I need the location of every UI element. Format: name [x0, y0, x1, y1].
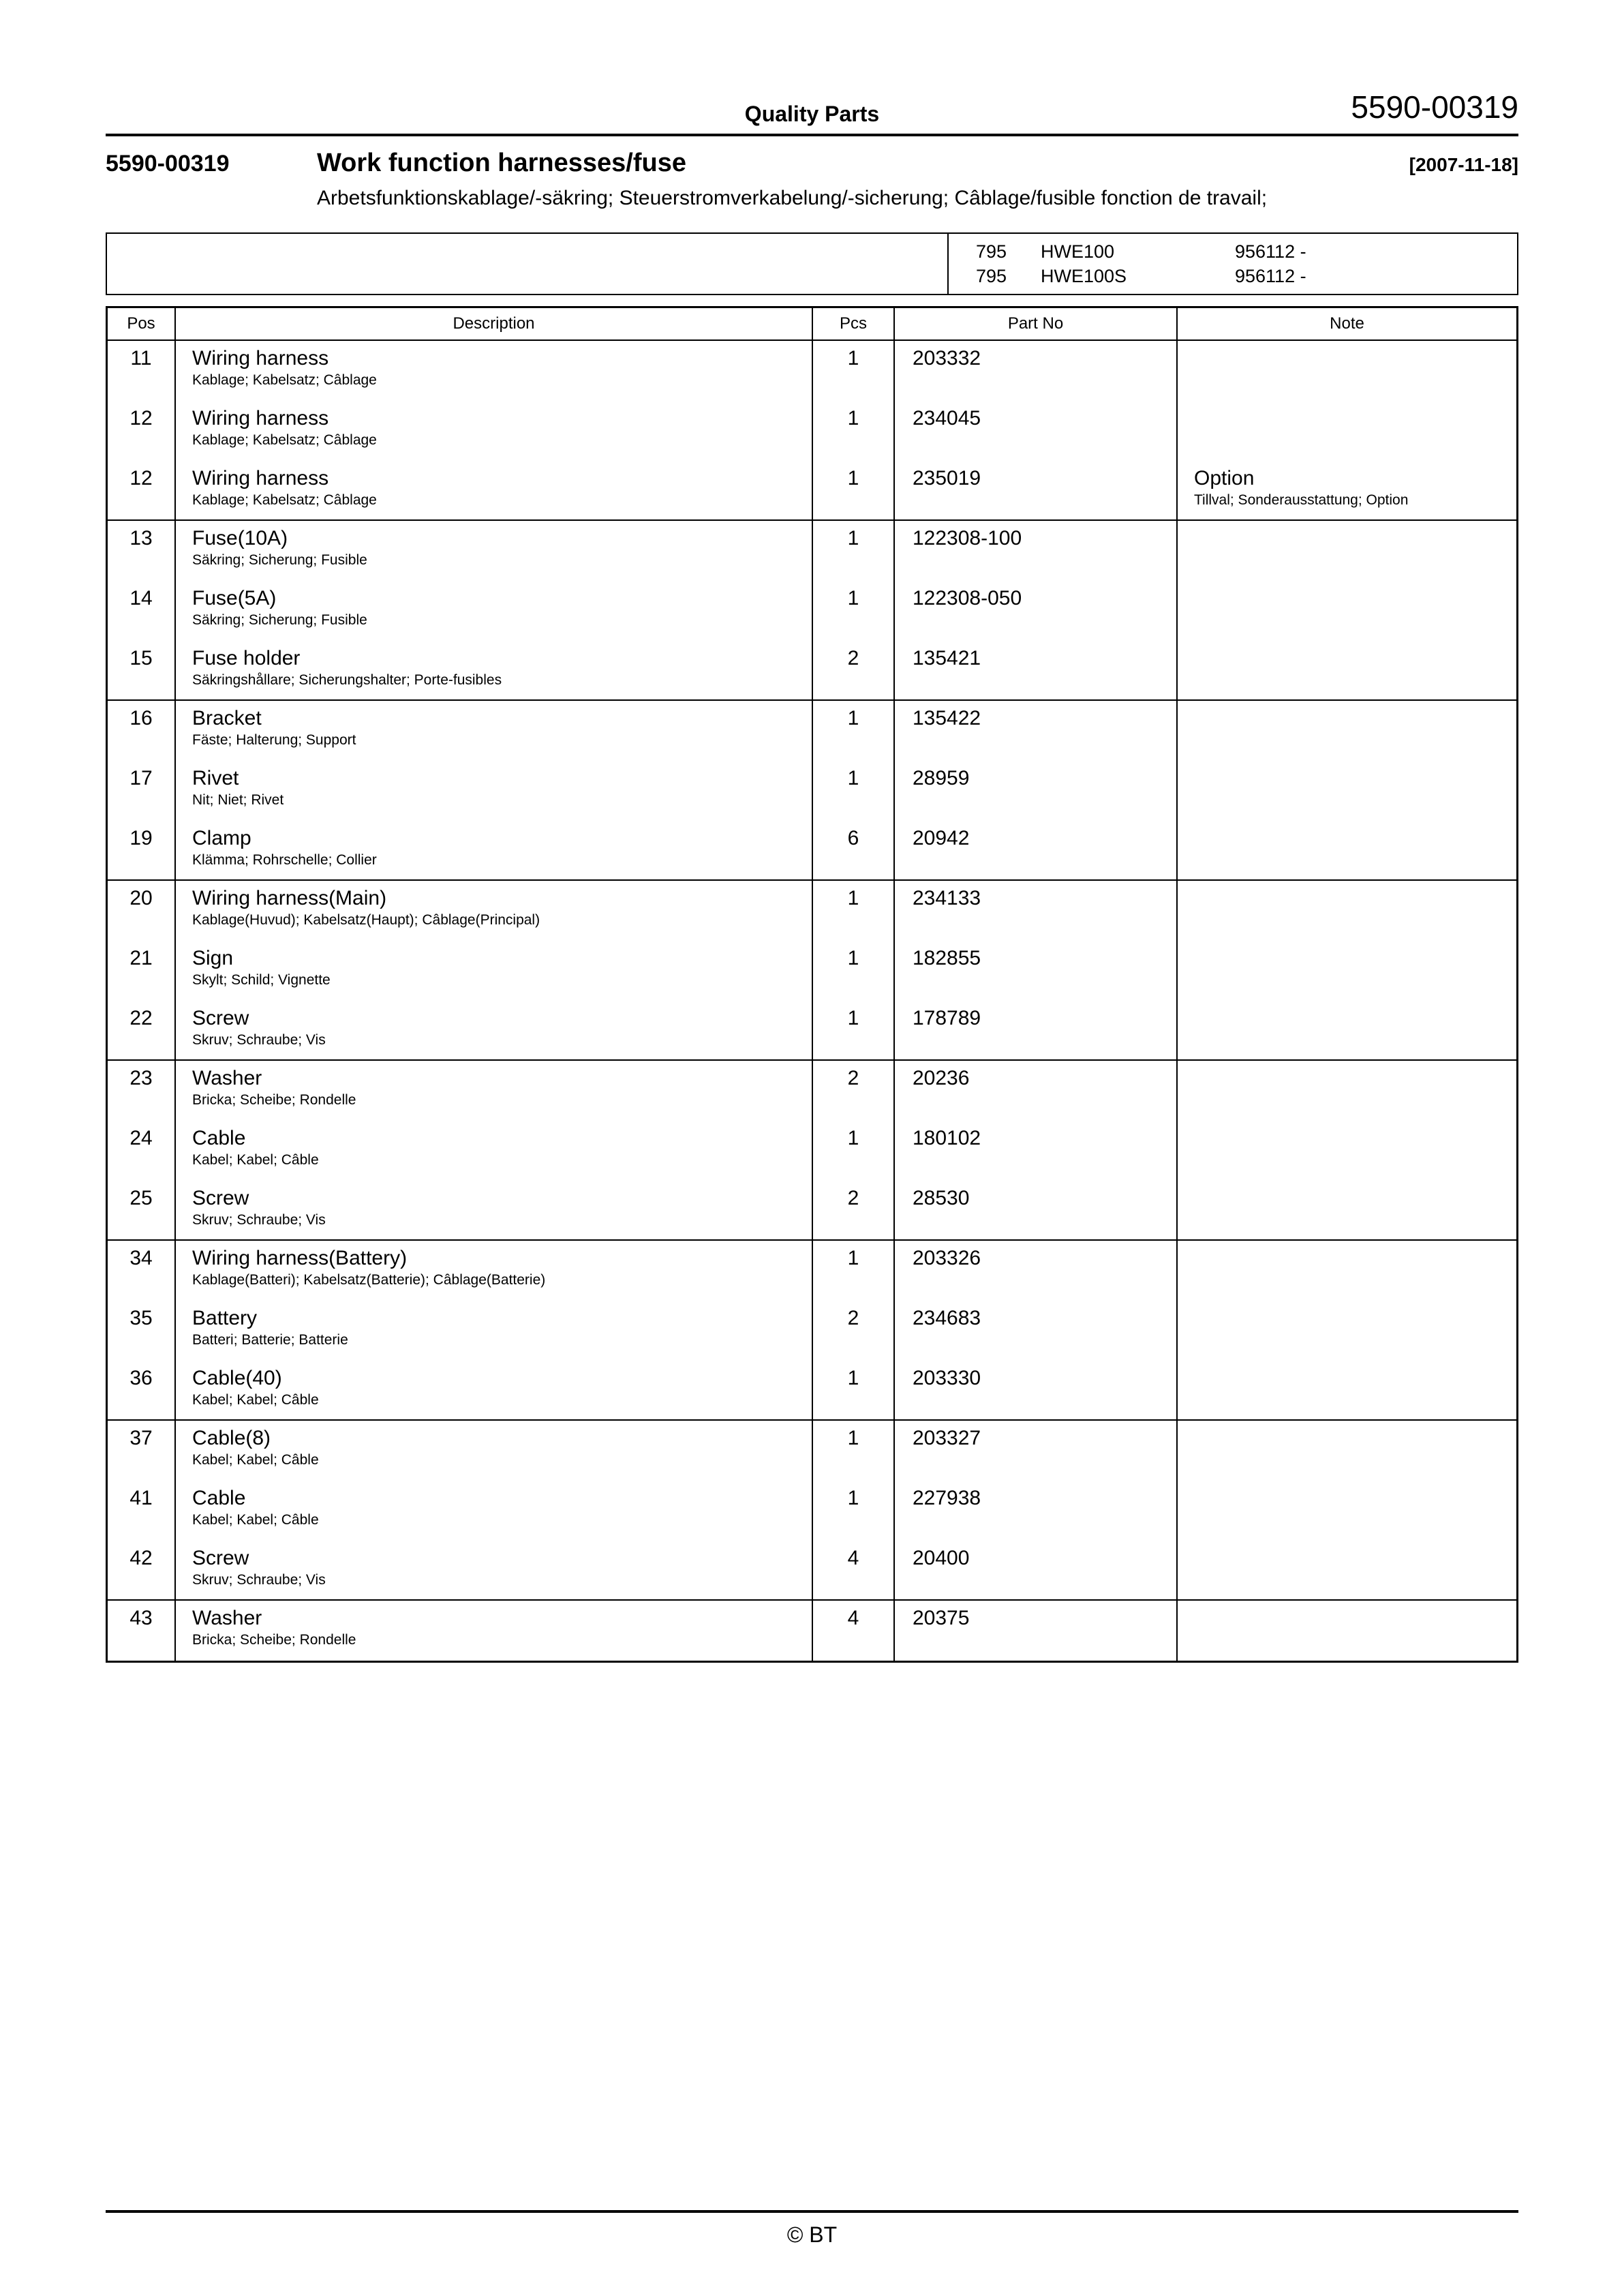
cell-pcs	[813, 1121, 895, 1181]
pos-value: 11	[130, 347, 152, 369]
pos-value: 12	[129, 467, 153, 489]
description-text: Clamp	[192, 827, 251, 849]
note-text: Option	[1194, 467, 1255, 489]
pos-value: 19	[129, 827, 153, 849]
pos-value: 16	[129, 707, 153, 729]
cell-description	[176, 881, 813, 941]
page-footer	[106, 2210, 1518, 2248]
table-row	[108, 581, 1516, 641]
title-row	[106, 149, 1518, 178]
description-translations: Kablage(Batteri); Kabelsatz(Batterie); Câblage(Batterie)	[192, 1272, 546, 1288]
description-text: Wiring harness	[192, 407, 329, 429]
table-row	[108, 641, 1516, 701]
description-text: Fuse(10A)	[192, 527, 288, 549]
pos-value: 43	[129, 1607, 153, 1629]
cell-part-no	[895, 1241, 1178, 1301]
pos-value: 21	[129, 947, 153, 969]
cell-description	[176, 341, 813, 401]
part-no-value: 20375	[913, 1607, 970, 1629]
cell-part-no	[895, 1181, 1178, 1239]
cell-pcs	[813, 701, 895, 761]
cell-description	[176, 761, 813, 821]
cell-note	[1178, 701, 1516, 761]
description-translations: Skruv; Schraube; Vis	[192, 1212, 326, 1228]
pos-value: 25	[129, 1187, 153, 1209]
cell-description	[176, 941, 813, 1001]
pcs-value: 1	[847, 947, 859, 969]
cell-note	[1178, 521, 1516, 581]
part-no-value: 180102	[913, 1127, 981, 1149]
table-row	[108, 701, 1516, 761]
cell-pcs	[813, 1181, 895, 1239]
cell-note	[1178, 1121, 1516, 1181]
cell-pcs	[813, 641, 895, 699]
pcs-value: 2	[847, 1187, 859, 1209]
cell-pos	[108, 581, 176, 641]
copyright: © BT	[786, 2222, 838, 2247]
col-header-note: Note	[1330, 314, 1364, 333]
pcs-value: 1	[847, 1427, 859, 1449]
cell-note	[1178, 1481, 1516, 1541]
cell-note	[1178, 1301, 1516, 1361]
cell-part-no	[895, 1361, 1178, 1419]
cell-pcs	[813, 1421, 895, 1481]
part-no-value: 178789	[913, 1007, 981, 1029]
description-text: Wiring harness(Battery)	[192, 1247, 408, 1269]
part-no-value: 234683	[913, 1307, 981, 1329]
description-text: Cable(40)	[192, 1367, 282, 1389]
pos-value: 23	[129, 1067, 153, 1089]
description-translations: Kablage; Kabelsatz; Câblage	[192, 372, 377, 388]
pcs-value: 1	[847, 1487, 859, 1509]
cell-pcs	[813, 1001, 895, 1059]
cell-description	[176, 1181, 813, 1239]
pcs-value: 2	[847, 1067, 859, 1089]
cell-part-no	[895, 461, 1178, 519]
description-translations: Kablage(Huvud); Kabelsatz(Haupt); Câblage(Principal)	[192, 912, 540, 928]
table-row	[108, 521, 1516, 581]
cell-pos	[108, 1061, 176, 1121]
cell-pos	[108, 881, 176, 941]
cell-note	[1178, 1061, 1516, 1121]
cell-note	[1178, 881, 1516, 941]
model-code: 795	[976, 241, 1007, 262]
note-translations: Tillval; Sonderausstattung; Option	[1194, 492, 1409, 508]
part-no-value: 135421	[913, 647, 981, 669]
brand-title: Quality Parts	[744, 102, 880, 126]
description-translations: Säkringshållare; Sicherungshalter; Porte-fusibles	[192, 672, 502, 688]
model-box-empty-cell	[107, 234, 949, 294]
pcs-value: 1	[847, 887, 859, 909]
cell-pos	[108, 521, 176, 581]
cell-part-no	[895, 1601, 1178, 1661]
pcs-value: 2	[847, 647, 859, 669]
part-no-value: 135422	[913, 707, 981, 729]
table-row	[108, 941, 1516, 1001]
pcs-value: 1	[847, 1007, 859, 1029]
description-text: Rivet	[192, 767, 239, 789]
cell-part-no	[895, 881, 1178, 941]
description-translations: Skruv; Schraube; Vis	[192, 1032, 326, 1048]
pcs-value: 1	[847, 1367, 859, 1389]
part-no-value: 28959	[913, 767, 970, 789]
description-text: Sign	[192, 947, 234, 969]
model-serial: 956112 -	[1235, 266, 1306, 286]
cell-part-no	[895, 1001, 1178, 1059]
pcs-value: 1	[847, 347, 859, 369]
pcs-value: 1	[847, 527, 859, 549]
cell-pcs	[813, 521, 895, 581]
description-text: Washer	[192, 1067, 262, 1089]
header-doc-number-wrap	[1351, 89, 1518, 127]
description-translations: Säkring; Sicherung; Fusible	[192, 612, 367, 628]
description-translations: Bricka; Scheibe; Rondelle	[192, 1092, 356, 1108]
pos-value: 34	[129, 1247, 153, 1269]
description-text: Washer	[192, 1607, 262, 1629]
cell-note	[1178, 1361, 1516, 1419]
table-row	[108, 761, 1516, 821]
pos-value: 24	[129, 1127, 153, 1149]
pos-value: 13	[129, 527, 153, 549]
part-no-value: 203330	[913, 1367, 981, 1389]
cell-note	[1178, 341, 1516, 401]
pcs-value: 1	[847, 407, 859, 429]
description-translations: Batteri; Batterie; Batterie	[192, 1332, 348, 1348]
pos-value: 36	[129, 1367, 153, 1389]
cell-description	[176, 521, 813, 581]
cell-pcs	[813, 1481, 895, 1541]
table-row	[108, 1241, 1516, 1301]
cell-pos	[108, 341, 176, 401]
cell-pcs	[813, 1601, 895, 1661]
pcs-value: 1	[847, 707, 859, 729]
pcs-value: 1	[847, 767, 859, 789]
part-no-value: 182855	[913, 947, 981, 969]
description-translations: Kabel; Kabel; Câble	[192, 1452, 319, 1468]
cell-pos	[108, 461, 176, 519]
description-translations: Kablage; Kabelsatz; Câblage	[192, 432, 377, 448]
cell-pos	[108, 401, 176, 461]
cell-part-no	[895, 1541, 1178, 1599]
table-row	[108, 1301, 1516, 1361]
description-text: Screw	[192, 1547, 249, 1569]
cell-description	[176, 1481, 813, 1541]
description-text: Wiring harness(Main)	[192, 887, 387, 909]
cell-note	[1178, 1001, 1516, 1059]
cell-part-no	[895, 941, 1178, 1001]
description-text: Wiring harness	[192, 467, 329, 489]
cell-description	[176, 461, 813, 519]
cell-description	[176, 1421, 813, 1481]
cell-description	[176, 701, 813, 761]
cell-part-no	[895, 1121, 1178, 1181]
model-name: HWE100S	[1041, 266, 1127, 286]
model-box	[106, 232, 1518, 295]
pcs-value: 1	[847, 1127, 859, 1149]
table-row	[108, 1541, 1516, 1601]
cell-note	[1178, 1181, 1516, 1239]
cell-note	[1178, 941, 1516, 1001]
description-text: Bracket	[192, 707, 262, 729]
pos-value: 20	[129, 887, 153, 909]
pos-value: 42	[129, 1547, 153, 1569]
cell-note	[1178, 1241, 1516, 1301]
pos-value: 14	[129, 587, 153, 609]
cell-description	[176, 1241, 813, 1301]
cell-pcs	[813, 581, 895, 641]
pcs-value: 1	[847, 467, 859, 489]
cell-part-no	[895, 761, 1178, 821]
description-translations: Bricka; Scheibe; Rondelle	[192, 1632, 356, 1648]
cell-pcs	[813, 1541, 895, 1599]
description-translations: Skruv; Schraube; Vis	[192, 1572, 326, 1588]
cell-pcs	[813, 821, 895, 879]
cell-part-no	[895, 521, 1178, 581]
cell-note	[1178, 401, 1516, 461]
part-no-value: 235019	[913, 467, 981, 489]
cell-pos	[108, 761, 176, 821]
table-row	[108, 1361, 1516, 1421]
description-translations: Fäste; Halterung; Support	[192, 732, 356, 748]
cell-pcs	[813, 341, 895, 401]
description-text: Cable	[192, 1487, 246, 1509]
part-no-value: 20400	[913, 1547, 970, 1569]
cell-part-no	[895, 821, 1178, 879]
part-no-value: 122308-050	[913, 587, 1022, 609]
part-no-value: 20236	[913, 1067, 970, 1089]
pcs-value: 2	[847, 1307, 859, 1329]
cell-note	[1178, 1421, 1516, 1481]
description-text: Screw	[192, 1007, 249, 1029]
description-text: Wiring harness	[192, 347, 329, 369]
pos-value: 15	[129, 647, 153, 669]
footer-rule	[106, 2210, 1518, 2213]
description-translations: Kabel; Kabel; Câble	[192, 1392, 319, 1408]
cell-note	[1178, 821, 1516, 879]
cell-note	[1178, 641, 1516, 699]
cell-description	[176, 1541, 813, 1599]
table-row	[108, 881, 1516, 941]
col-header-part-no: Part No	[895, 308, 1178, 339]
pos-value: 17	[129, 767, 153, 789]
pos-value: 41	[129, 1487, 153, 1509]
model-name: HWE100	[1041, 241, 1115, 262]
cell-description	[176, 821, 813, 879]
model-row	[949, 239, 1517, 264]
description-text: Screw	[192, 1187, 249, 1209]
part-no-value: 234133	[913, 887, 981, 909]
description-text: Cable(8)	[192, 1427, 271, 1449]
description-translations: Kabel; Kabel; Câble	[192, 1512, 319, 1528]
table-row	[108, 1181, 1516, 1241]
pos-value: 37	[129, 1427, 153, 1449]
cell-description	[176, 581, 813, 641]
table-row	[108, 1061, 1516, 1121]
cell-note	[1178, 581, 1516, 641]
cell-note	[1178, 761, 1516, 821]
description-translations: Nit; Niet; Rivet	[192, 792, 284, 808]
cell-pos	[108, 1601, 176, 1661]
cell-description	[176, 1061, 813, 1121]
cell-pos	[108, 1421, 176, 1481]
pos-value: 22	[129, 1007, 153, 1029]
cell-pos	[108, 1481, 176, 1541]
description-text: Fuse holder	[192, 647, 301, 669]
pcs-value: 1	[847, 587, 859, 609]
pcs-value: 6	[847, 827, 859, 849]
description-translations: Kabel; Kabel; Câble	[192, 1152, 319, 1168]
cell-pos	[108, 1541, 176, 1599]
cell-pos	[108, 1121, 176, 1181]
page-title: Work function harnesses/fuse	[317, 149, 686, 177]
cell-pos	[108, 1241, 176, 1301]
cell-note	[1178, 1541, 1516, 1599]
cell-pcs	[813, 761, 895, 821]
part-no-value: 203327	[913, 1427, 981, 1449]
table-row	[108, 401, 1516, 461]
cell-pos	[108, 1361, 176, 1419]
cell-part-no	[895, 341, 1178, 401]
cell-pcs	[813, 1361, 895, 1419]
cell-pos	[108, 701, 176, 761]
model-serial: 956112 -	[1235, 241, 1306, 262]
cell-pos	[108, 1301, 176, 1361]
description-text: Battery	[192, 1307, 258, 1329]
cell-pcs	[813, 1301, 895, 1361]
model-code: 795	[976, 266, 1007, 286]
part-no-value: 227938	[913, 1487, 981, 1509]
title-doc-number: 5590-00319	[106, 151, 230, 177]
cell-description	[176, 641, 813, 699]
description-text: Cable	[192, 1127, 246, 1149]
table-row	[108, 461, 1516, 521]
pos-value: 35	[129, 1307, 153, 1329]
part-no-value: 28530	[913, 1187, 970, 1209]
description-translations: Kablage; Kabelsatz; Câblage	[192, 492, 377, 508]
cell-pos	[108, 821, 176, 879]
cell-part-no	[895, 641, 1178, 699]
parts-table-body	[108, 341, 1516, 1661]
part-no-value: 234045	[913, 407, 981, 429]
table-row	[108, 1601, 1516, 1661]
cell-pos	[108, 1181, 176, 1239]
cell-part-no	[895, 1421, 1178, 1481]
cell-note	[1178, 1601, 1516, 1661]
table-row	[108, 1001, 1516, 1061]
cell-part-no	[895, 401, 1178, 461]
cell-part-no	[895, 1301, 1178, 1361]
revision-date: [2007-11-18]	[1409, 154, 1518, 175]
table-row	[108, 341, 1516, 401]
cell-part-no	[895, 1061, 1178, 1121]
cell-pcs	[813, 1241, 895, 1301]
cell-pos	[108, 641, 176, 699]
table-row	[108, 1121, 1516, 1181]
header-rule	[106, 134, 1518, 136]
col-header-pcs: Pcs	[813, 308, 895, 339]
description-translations: Säkring; Sicherung; Fusible	[192, 552, 367, 568]
pos-value: 12	[129, 407, 153, 429]
cell-pcs	[813, 461, 895, 519]
cell-part-no	[895, 1481, 1178, 1541]
part-no-value: 20942	[913, 827, 970, 849]
header-doc-number: 5590-00319	[1351, 89, 1518, 125]
cell-part-no	[895, 701, 1178, 761]
description-text: Fuse(5A)	[192, 587, 277, 609]
cell-note	[1178, 461, 1516, 519]
cell-pos	[108, 1001, 176, 1059]
title-translations: Arbetsfunktionskablage/-säkring; Steuerstromverkabelung/-sicherung; Câblage/fusible fonction de travail;	[317, 187, 1268, 209]
cell-pos	[108, 941, 176, 1001]
pcs-value: 4	[847, 1547, 859, 1569]
cell-description	[176, 1361, 813, 1419]
page-header	[106, 0, 1518, 134]
cell-part-no	[895, 581, 1178, 641]
model-box-models	[949, 234, 1517, 294]
cell-description	[176, 1121, 813, 1181]
cell-pcs	[813, 401, 895, 461]
cell-description	[176, 401, 813, 461]
table-row	[108, 1421, 1516, 1481]
parts-table-header	[108, 308, 1516, 341]
cell-pcs	[813, 941, 895, 1001]
description-translations: Klämma; Rohrschelle; Collier	[192, 852, 377, 868]
col-header-description: Description	[176, 308, 813, 339]
cell-pcs	[813, 881, 895, 941]
parts-table	[106, 306, 1518, 1663]
table-row	[108, 1481, 1516, 1541]
pcs-value: 4	[847, 1607, 859, 1629]
part-no-value: 203332	[913, 347, 981, 369]
description-translations: Skylt; Schild; Vignette	[192, 972, 331, 988]
pcs-value: 1	[847, 1247, 859, 1269]
col-header-pos: Pos	[108, 308, 176, 339]
model-row	[949, 264, 1517, 288]
cell-pcs	[813, 1061, 895, 1121]
part-no-value: 122308-100	[913, 527, 1022, 549]
cell-description	[176, 1001, 813, 1059]
cell-description	[176, 1301, 813, 1361]
part-no-value: 203326	[913, 1247, 981, 1269]
table-row	[108, 821, 1516, 881]
cell-description	[176, 1601, 813, 1661]
